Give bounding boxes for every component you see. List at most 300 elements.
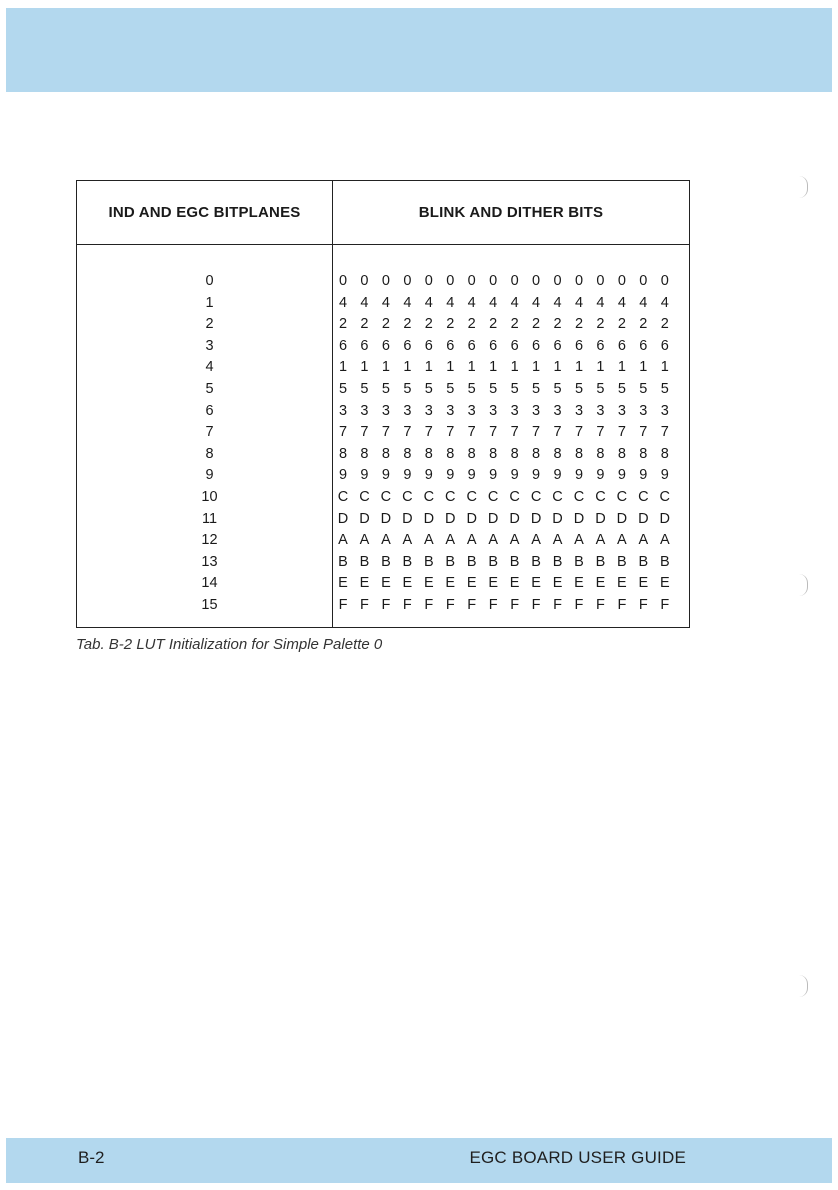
bit-cell: D	[423, 510, 435, 527]
bit-cell: 6	[424, 337, 433, 354]
bit-cell: A	[509, 532, 520, 549]
bit-cell: 7	[596, 424, 605, 441]
index-cell: 1	[205, 294, 214, 311]
bit-cell: B	[617, 553, 627, 570]
bit-cell: 1	[639, 359, 648, 376]
bit-cell: B	[381, 553, 391, 570]
bit-cell: B	[423, 553, 434, 570]
bit-cell: E	[638, 575, 649, 592]
bit-cell: A	[445, 532, 456, 549]
bit-cell: 8	[660, 445, 669, 462]
bit-cell: 7	[553, 424, 562, 441]
bit-cell: 6	[639, 337, 648, 354]
index-cell: 8	[205, 445, 214, 462]
bit-cell: 9	[553, 467, 562, 484]
bit-cell: B	[595, 553, 606, 570]
table-caption: Tab. B-2 LUT Initialization for Simple Palette 0	[76, 636, 383, 653]
bit-cell: D	[573, 510, 585, 527]
bits-row	[337, 487, 671, 509]
bit-cell: 7	[574, 424, 584, 441]
bit-cell: 0	[381, 273, 390, 289]
bit-cell: E	[531, 575, 541, 592]
bit-cell: C	[638, 488, 649, 505]
bit-cell: 6	[467, 337, 476, 354]
bit-cell: C	[337, 488, 349, 505]
bit-cell: 2	[553, 316, 562, 333]
bit-cell: 8	[617, 445, 626, 462]
bit-cell: E	[509, 575, 520, 592]
bit-cell: D	[445, 510, 456, 527]
bit-cell: 4	[532, 294, 541, 311]
bit-cell: 1	[532, 359, 541, 376]
bit-cell: D	[530, 510, 542, 527]
bit-cell: F	[617, 596, 627, 613]
bit-cell: 5	[403, 380, 412, 397]
bit-cell: 3	[381, 402, 390, 419]
bit-cell: D	[638, 510, 649, 527]
bit-cell: 6	[403, 337, 412, 354]
bit-cell: 3	[510, 402, 519, 419]
bit-cell: 9	[639, 467, 648, 484]
bit-cell: B	[574, 553, 584, 570]
bit-cell: C	[573, 488, 585, 505]
bit-cell: 2	[660, 316, 669, 333]
index-cell: 14	[201, 575, 218, 592]
bit-cell: 9	[403, 467, 412, 484]
bit-cell: B	[402, 553, 413, 570]
bit-cell: 3	[574, 402, 584, 419]
bit-cell: 5	[381, 380, 390, 397]
bit-cell: 6	[553, 337, 562, 354]
bit-cell: 1	[489, 359, 498, 376]
bit-cell: 2	[381, 316, 390, 333]
bit-cell: 4	[446, 294, 455, 311]
bit-cell: D	[509, 510, 520, 527]
bit-cell: D	[616, 510, 628, 527]
bit-cell: 3	[596, 402, 605, 419]
bit-cell: 5	[467, 380, 476, 397]
bit-cell: 0	[338, 273, 348, 289]
bit-cell: C	[552, 488, 563, 505]
bit-cell: C	[616, 488, 628, 505]
bit-cell: E	[574, 575, 584, 592]
bit-cell: 7	[660, 424, 669, 441]
bit-cell: 8	[596, 445, 605, 462]
bit-cell: 6	[510, 337, 519, 354]
bit-cell: E	[595, 575, 606, 592]
bit-cell: B	[488, 553, 498, 570]
bit-cell: 0	[660, 273, 669, 289]
bit-cell: 5	[596, 380, 605, 397]
bit-cell: 1	[553, 359, 562, 376]
bit-cell: 2	[639, 316, 648, 333]
bit-cell: 0	[596, 273, 605, 289]
bit-cell: F	[467, 596, 477, 613]
bit-cell: 2	[403, 316, 412, 333]
bit-cell: B	[445, 553, 456, 570]
document-title: EGC BOARD USER GUIDE	[469, 1148, 686, 1167]
bit-cell: F	[381, 596, 391, 613]
bit-cell: 9	[489, 467, 498, 484]
bit-cell: 9	[617, 467, 626, 484]
bit-cell: 0	[403, 273, 412, 289]
bit-cell: 4	[381, 294, 390, 311]
bit-cell: D	[595, 510, 606, 527]
bit-cell: E	[423, 575, 434, 592]
bit-cell: 7	[338, 424, 348, 441]
bit-cell: D	[659, 510, 671, 527]
bit-cell: D	[380, 510, 392, 527]
bits-row	[337, 573, 671, 595]
bits-row	[337, 357, 671, 379]
bit-cell: 9	[596, 467, 605, 484]
bit-cell: 3	[360, 402, 369, 419]
bit-cell: 6	[596, 337, 605, 354]
bit-cell: 9	[446, 467, 455, 484]
page-edge-mark	[799, 574, 808, 596]
bit-cell: 1	[381, 359, 390, 376]
bit-cell: 3	[617, 402, 626, 419]
bit-cell: B	[359, 553, 370, 570]
bits-row	[337, 314, 671, 336]
bit-cell: 1	[360, 359, 369, 376]
page-edge-mark	[799, 176, 808, 198]
bit-cell: 1	[424, 359, 433, 376]
bit-cell: 7	[532, 424, 541, 441]
bit-cell: B	[509, 553, 520, 570]
bit-cell: E	[466, 575, 477, 592]
bit-cell: 0	[424, 273, 433, 289]
bit-cell: 7	[467, 424, 476, 441]
bit-cell: 5	[553, 380, 562, 397]
bit-cell: 0	[510, 273, 519, 289]
bit-cell: 2	[489, 316, 498, 333]
index-column	[77, 271, 332, 617]
bit-cell: F	[660, 596, 670, 613]
bit-cell: 8	[381, 445, 390, 462]
bits-row	[337, 379, 671, 401]
header-blink-dither: BLINK AND DITHER BITS	[418, 204, 604, 221]
bit-cell: 7	[510, 424, 519, 441]
bit-cell: 8	[338, 445, 348, 462]
bit-cell: 8	[446, 445, 455, 462]
bit-cell: 5	[510, 380, 519, 397]
bit-cell: 9	[360, 467, 369, 484]
bit-cell: E	[402, 575, 413, 592]
bit-cell: B	[531, 553, 541, 570]
page-edge-mark	[799, 975, 808, 997]
index-cell: 7	[205, 424, 214, 441]
bit-cell: B	[466, 553, 477, 570]
bit-cell: 8	[574, 445, 584, 462]
bit-cell: 3	[489, 402, 498, 419]
bit-cell: 5	[639, 380, 648, 397]
bit-cell: 4	[596, 294, 605, 311]
bit-cell: 0	[639, 273, 648, 289]
bit-cell: 2	[424, 316, 433, 333]
bit-cell: A	[595, 532, 606, 549]
bit-cell: 1	[596, 359, 605, 376]
bit-cell: 3	[467, 402, 476, 419]
bit-cell: 4	[489, 294, 498, 311]
bit-cell: 4	[510, 294, 519, 311]
bit-cell: 3	[403, 402, 412, 419]
bits-row	[337, 444, 671, 466]
bit-cell: 3	[424, 402, 433, 419]
bit-cell: A	[359, 532, 370, 549]
bit-cell: F	[445, 596, 455, 613]
bit-cell: 9	[510, 467, 519, 484]
bit-cell: C	[659, 488, 671, 505]
bit-cell: 5	[574, 380, 584, 397]
bit-cell: 3	[553, 402, 562, 419]
bits-row	[337, 271, 671, 293]
bit-cell: 2	[510, 316, 519, 333]
bit-cell: 4	[360, 294, 369, 311]
bit-cell: A	[531, 532, 541, 549]
bit-cell: 4	[467, 294, 476, 311]
bit-cell: 0	[553, 273, 562, 289]
bit-cell: 2	[467, 316, 476, 333]
bit-cell: D	[466, 510, 477, 527]
bit-cell: D	[402, 510, 413, 527]
bit-cell: C	[402, 488, 413, 505]
bit-cell: 5	[532, 380, 541, 397]
bit-cell: 0	[489, 273, 498, 289]
bits-row	[337, 422, 671, 444]
bit-cell: 9	[660, 467, 669, 484]
bit-cell: 7	[639, 424, 648, 441]
bit-cell: 3	[660, 402, 669, 419]
bit-cell: C	[445, 488, 456, 505]
bit-cell: 1	[617, 359, 626, 376]
bit-cell: 2	[574, 316, 584, 333]
index-cell: 6	[205, 402, 214, 419]
bit-cell: 3	[639, 402, 648, 419]
header-divider	[77, 244, 689, 245]
bit-cell: 0	[574, 273, 584, 289]
bit-cell: 6	[360, 337, 369, 354]
bit-cell: 6	[446, 337, 455, 354]
bit-cell: 8	[489, 445, 498, 462]
bit-cell: 5	[360, 380, 369, 397]
bit-cell: F	[638, 596, 648, 613]
bit-cell: 4	[424, 294, 433, 311]
bit-cell: A	[617, 532, 627, 549]
bit-cell: 3	[532, 402, 541, 419]
index-cell: 9	[205, 467, 214, 484]
bit-cell: 9	[574, 467, 584, 484]
bit-cell: A	[574, 532, 584, 549]
bit-cell: B	[552, 553, 563, 570]
bit-cell: 2	[617, 316, 626, 333]
bit-cell: 0	[532, 273, 541, 289]
bit-cell: 1	[338, 359, 348, 376]
bit-cell: 2	[446, 316, 455, 333]
bit-cell: 7	[424, 424, 433, 441]
bit-cell: 8	[467, 445, 476, 462]
bit-cell: 9	[338, 467, 348, 484]
bit-cell: 4	[660, 294, 669, 311]
header-band	[6, 8, 832, 92]
bit-cell: 5	[424, 380, 433, 397]
bit-cell: B	[659, 553, 670, 570]
bit-cell: 5	[617, 380, 626, 397]
bits-row	[337, 595, 671, 617]
bit-cell: 7	[617, 424, 626, 441]
bit-cell: 6	[489, 337, 498, 354]
bit-cell: 2	[360, 316, 369, 333]
bit-cell: 5	[338, 380, 348, 397]
bit-cell: C	[423, 488, 435, 505]
bit-cell: A	[466, 532, 477, 549]
bit-cell: D	[359, 510, 370, 527]
bit-cell: C	[466, 488, 477, 505]
index-cell: 11	[201, 510, 218, 527]
bit-cell: 8	[510, 445, 519, 462]
bit-cell: C	[595, 488, 606, 505]
bits-column	[337, 271, 671, 617]
bit-cell: C	[487, 488, 499, 505]
bit-cell: E	[359, 575, 370, 592]
bit-cell: 7	[360, 424, 369, 441]
bit-cell: E	[552, 575, 563, 592]
bit-cell: 7	[489, 424, 498, 441]
bit-cell: F	[488, 596, 498, 613]
bit-cell: A	[402, 532, 413, 549]
bit-cell: A	[423, 532, 434, 549]
bit-cell: 2	[596, 316, 605, 333]
bits-row	[337, 509, 671, 531]
bit-cell: C	[380, 488, 392, 505]
bit-cell: 8	[532, 445, 541, 462]
bits-row	[337, 530, 671, 552]
bit-cell: F	[424, 596, 434, 613]
bit-cell: 6	[381, 337, 390, 354]
bit-cell: F	[531, 596, 541, 613]
bit-cell: 4	[338, 294, 348, 311]
bit-cell: 0	[360, 273, 369, 289]
bit-cell: C	[509, 488, 520, 505]
bit-cell: 7	[403, 424, 412, 441]
bit-cell: 0	[446, 273, 455, 289]
bits-row	[337, 401, 671, 423]
bit-cell: F	[360, 596, 369, 613]
index-cell: 0	[205, 273, 214, 289]
bit-cell: 6	[660, 337, 669, 354]
footer-band	[6, 1138, 832, 1183]
bit-cell: 0	[467, 273, 476, 289]
bit-cell: E	[617, 575, 627, 592]
bit-cell: 1	[403, 359, 412, 376]
index-cell: 5	[205, 380, 214, 397]
bit-cell: 9	[532, 467, 541, 484]
bit-cell: 4	[574, 294, 584, 311]
bit-cell: 4	[553, 294, 562, 311]
bit-cell: F	[510, 596, 520, 613]
header-bitplanes: IND AND EGC BITPLANES	[108, 204, 301, 221]
bit-cell: A	[659, 532, 670, 549]
bit-cell: 9	[424, 467, 433, 484]
bit-cell: 8	[424, 445, 433, 462]
bit-cell: 4	[617, 294, 626, 311]
bit-cell: A	[338, 532, 348, 549]
bit-cell: 1	[467, 359, 476, 376]
bit-cell: D	[552, 510, 563, 527]
bit-cell: E	[488, 575, 498, 592]
bits-row	[337, 465, 671, 487]
bit-cell: 8	[360, 445, 369, 462]
bit-cell: 0	[617, 273, 626, 289]
bit-cell: B	[638, 553, 649, 570]
bit-cell: 1	[574, 359, 584, 376]
page-number: B-2	[78, 1148, 105, 1167]
bit-cell: 6	[338, 337, 348, 354]
index-cell: 10	[201, 488, 218, 505]
bits-row	[337, 293, 671, 315]
bit-cell: 8	[553, 445, 562, 462]
bit-cell: 8	[403, 445, 412, 462]
bit-cell: 1	[446, 359, 455, 376]
bit-cell: 2	[338, 316, 348, 333]
bit-cell: 1	[660, 359, 669, 376]
bit-cell: 5	[489, 380, 498, 397]
bit-cell: A	[552, 532, 563, 549]
bit-cell: F	[596, 596, 605, 613]
bit-cell: A	[488, 532, 498, 549]
index-cell: 15	[201, 596, 218, 613]
bit-cell: E	[338, 575, 348, 592]
bit-cell: 7	[446, 424, 455, 441]
bit-cell: A	[638, 532, 649, 549]
bit-cell: 4	[639, 294, 648, 311]
bit-cell: C	[359, 488, 370, 505]
bit-cell: D	[487, 510, 499, 527]
bit-cell: A	[381, 532, 391, 549]
bit-cell: 9	[467, 467, 476, 484]
bit-cell: E	[659, 575, 670, 592]
column-divider	[332, 181, 333, 627]
bit-cell: 7	[381, 424, 390, 441]
bit-cell: 4	[403, 294, 412, 311]
bit-cell: 6	[617, 337, 626, 354]
index-cell: 3	[205, 337, 214, 354]
index-cell: 13	[201, 553, 218, 570]
bits-row	[337, 552, 671, 574]
bit-cell: 3	[446, 402, 455, 419]
bit-cell: 5	[660, 380, 669, 397]
bit-cell: F	[402, 596, 412, 613]
index-cell: 4	[205, 359, 214, 376]
bit-cell: 1	[510, 359, 519, 376]
bit-cell: F	[553, 596, 562, 613]
bit-cell: F	[574, 596, 584, 613]
bit-cell: 9	[381, 467, 390, 484]
bit-cell: C	[530, 488, 542, 505]
bits-row	[337, 336, 671, 358]
bit-cell: F	[338, 596, 348, 613]
bit-cell: 2	[532, 316, 541, 333]
bit-cell: 5	[446, 380, 455, 397]
bit-cell: B	[338, 553, 348, 570]
bit-cell: 6	[532, 337, 541, 354]
bit-cell: E	[445, 575, 456, 592]
bit-cell: 6	[574, 337, 584, 354]
index-cell: 2	[205, 316, 214, 333]
bit-cell: E	[381, 575, 391, 592]
bit-cell: D	[337, 510, 349, 527]
bit-cell: 3	[338, 402, 348, 419]
